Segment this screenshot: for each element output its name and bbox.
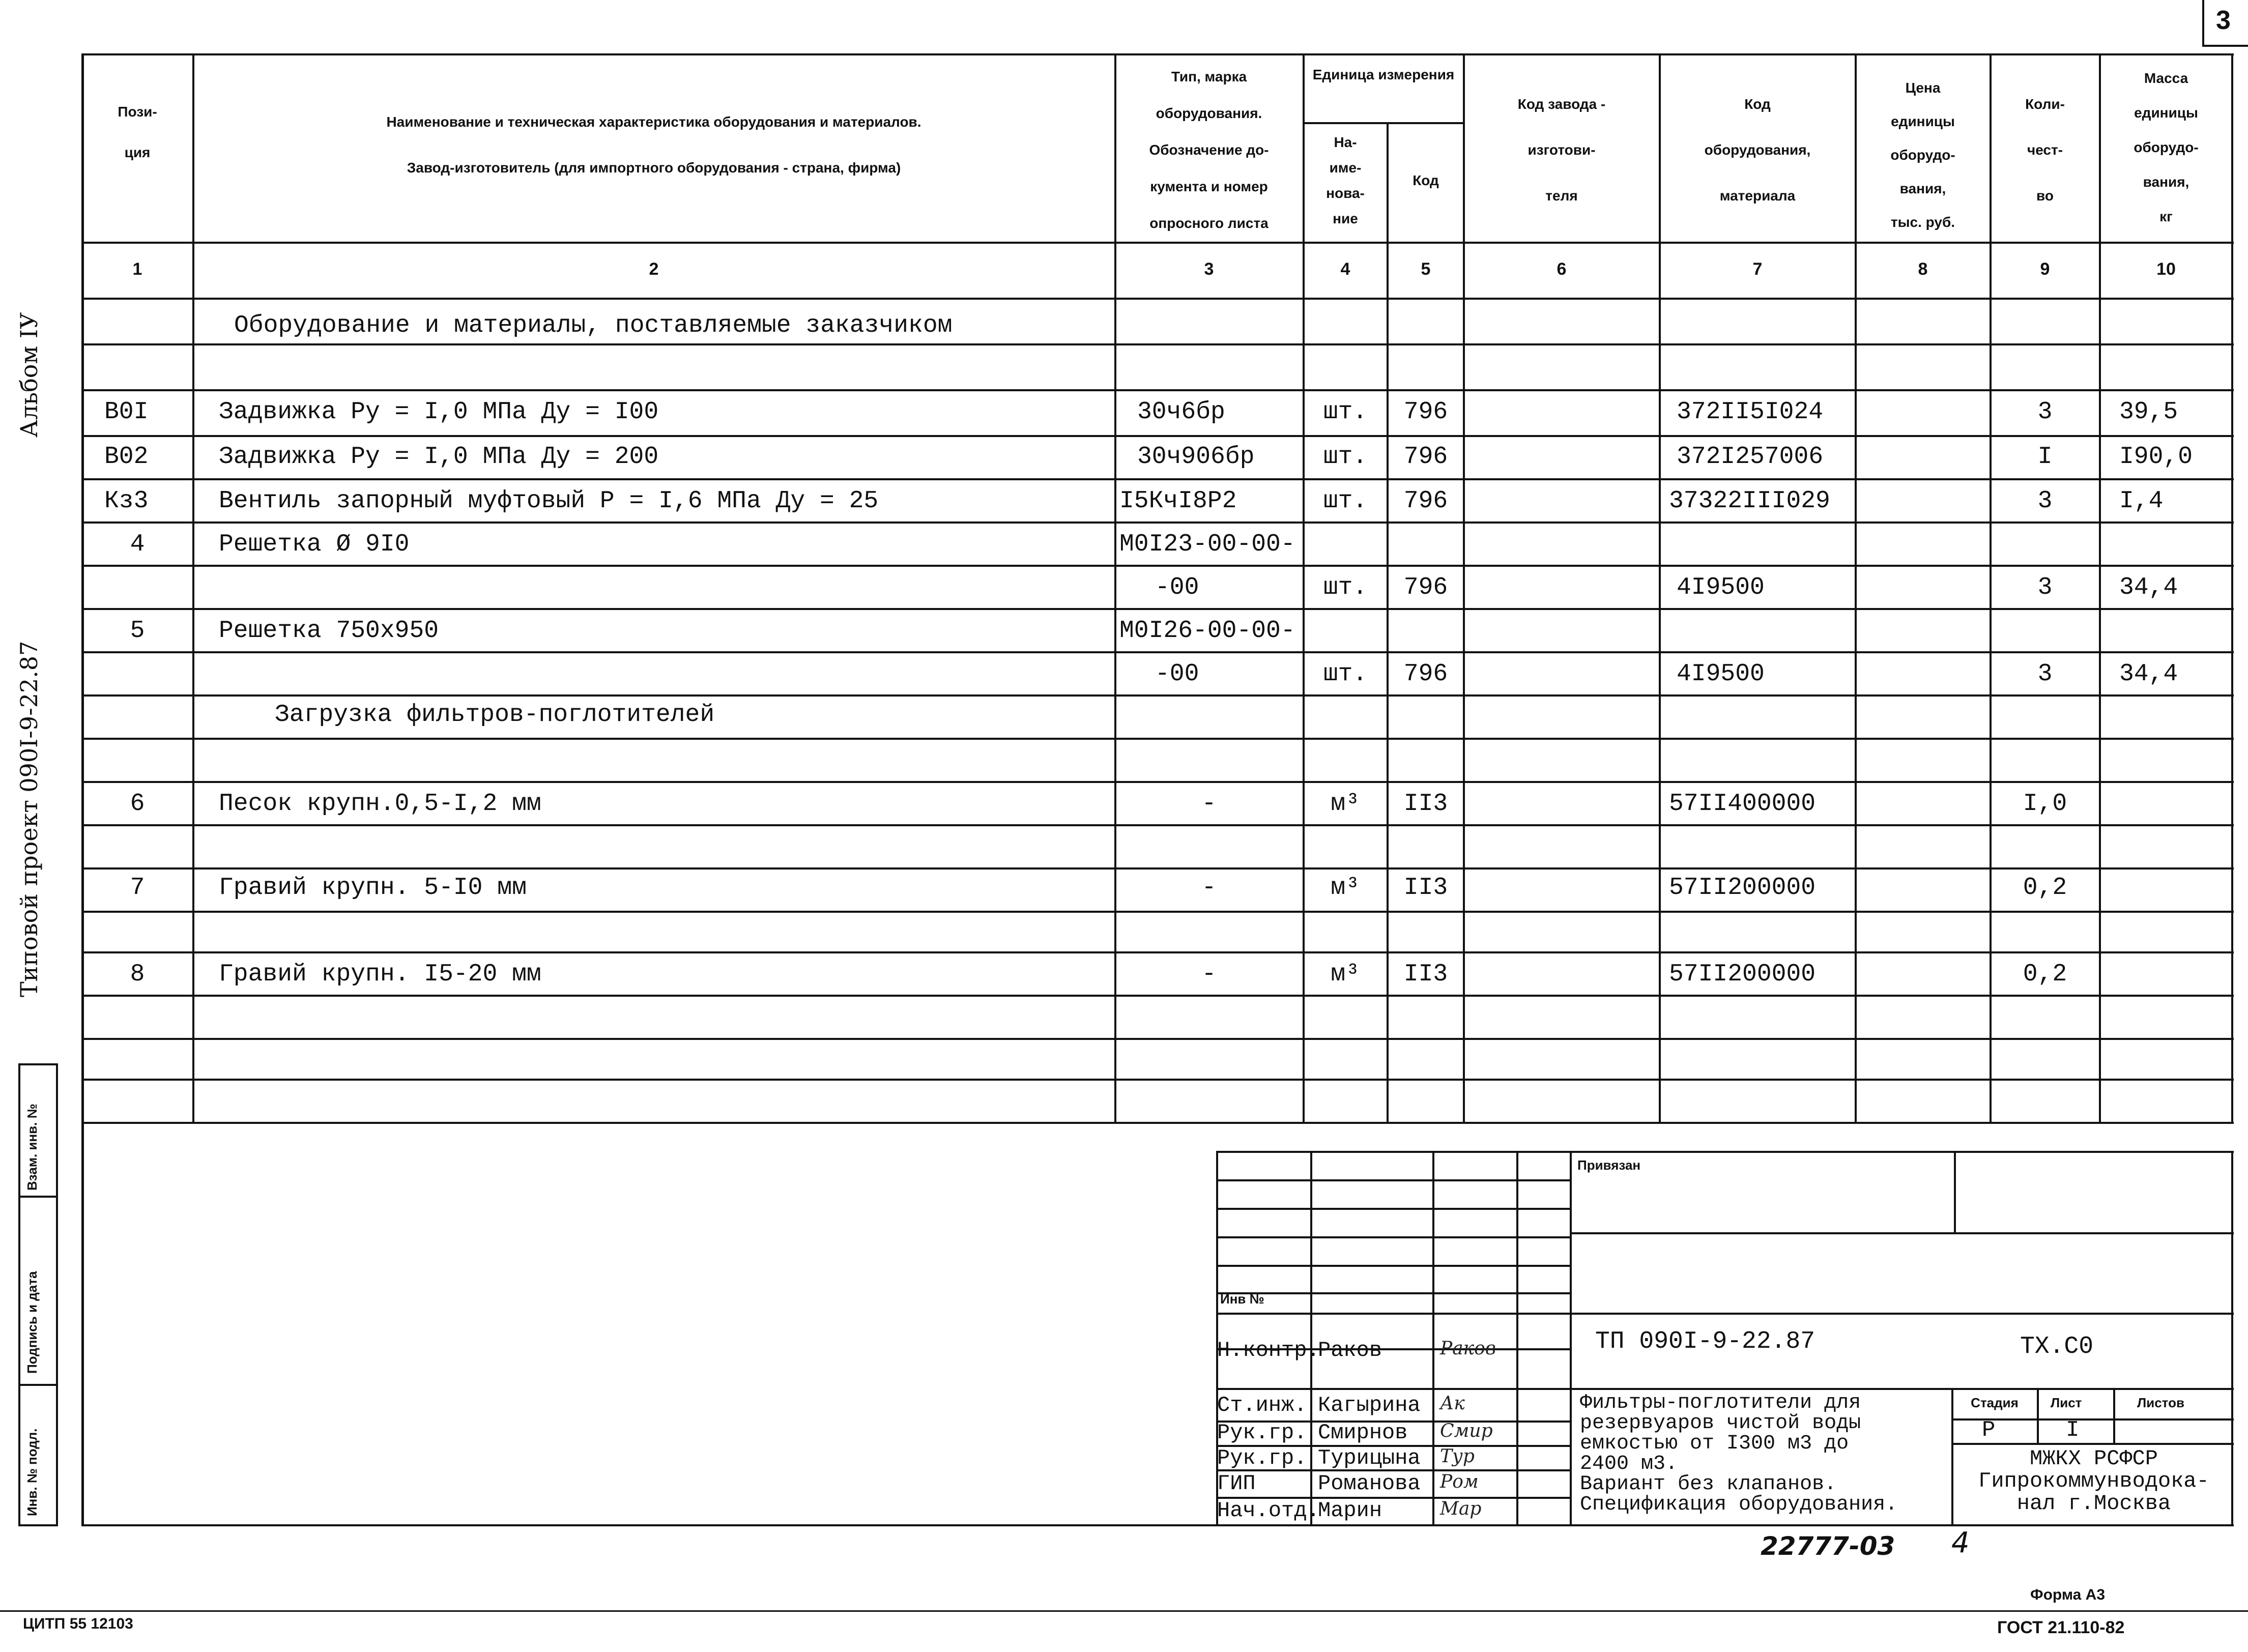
signature: Ром [1440, 1471, 1479, 1492]
cell-unit: м³ [1331, 874, 1360, 902]
cell-name: Решетка 750x950 [219, 617, 439, 645]
header-unit: Единица измерения [1312, 67, 1455, 82]
role-label: Рук.гр. [1217, 1446, 1307, 1470]
role-label: ГИП [1217, 1471, 1256, 1496]
cell-position: B02 [104, 443, 149, 471]
cell-material-code: 37322III029 [1669, 487, 1830, 515]
cell-unit-code: II3 [1403, 874, 1448, 902]
cell-unit: м³ [1331, 961, 1360, 988]
col-number: 6 [1557, 259, 1567, 279]
col-number: 2 [649, 259, 659, 279]
cell-unit: шт. [1323, 487, 1368, 515]
cell-type: - [1201, 874, 1217, 902]
privyazan-label: Привязан [1577, 1157, 1641, 1173]
cell-name: Задвижка Ру = I,0 МПа Ду = 200 [219, 443, 659, 471]
cell-type: - [1201, 790, 1217, 818]
section-title-loading: Загрузка фильтров-поглотителей [275, 701, 715, 729]
doc-mark: ТХ.С0 [2020, 1333, 2094, 1360]
cell-name: Вентиль запорный муфтовый Р = I,6 МПа Ду = 25 [219, 487, 879, 515]
cell-quantity: 0,2 [2023, 961, 2067, 988]
cell-name: Задвижка Ру = I,0 МПа Ду = I00 [219, 398, 659, 426]
header-mass: Масса единицы оборудо- вания, кг [2134, 70, 2199, 224]
cell-quantity: 3 [2037, 574, 2053, 601]
col-number: 7 [1752, 259, 1763, 279]
cell-quantity: 0,2 [2023, 874, 2067, 902]
cell-material-code: 372II5I024 [1677, 398, 1824, 426]
col-number: 5 [1421, 259, 1431, 279]
header-type: Тип, марка оборудования. Обозначение до- кумента и номер опросного листа [1149, 69, 1269, 231]
role-label: Рук.гр. [1217, 1421, 1307, 1445]
header-price: Цена единицы оборудо- вания, тыс. руб. [1890, 80, 1955, 230]
role-label: Ст.инж. [1217, 1393, 1307, 1417]
doc-description: Фильтры-поглотители для резервуаров чистой воды емкостью от I300 м3 до 2400 м3. Вариант без клапанов. Спецификация оборудования. [1580, 1392, 1898, 1516]
cell-unit-code: II3 [1403, 961, 1448, 988]
sheets-label: Листов [2137, 1395, 2184, 1410]
cell-material-code: 57II200000 [1669, 961, 1816, 988]
cell-quantity: 3 [2037, 660, 2053, 688]
signature: Смир [1440, 1421, 1493, 1441]
cell-unit-code: 796 [1403, 398, 1448, 426]
col-number: 4 [1340, 259, 1350, 279]
inv-no-label: Инв № [1220, 1291, 1264, 1307]
header-name: Наименование и техническая характеристика оборудования и материалов. Завод-изготовитель (для импортного оборудования - страна, фирма) [386, 114, 921, 176]
cell-material-code: 57II400000 [1669, 790, 1816, 818]
cell-type: I5КчI8Р2 [1119, 487, 1237, 515]
header-unit-code: Код [1413, 172, 1439, 188]
col-number: 1 [132, 259, 142, 279]
role-name: Кагырина [1318, 1393, 1421, 1417]
handwritten-sheet: 4 [1951, 1526, 1970, 1559]
cell-material-code: 4I9500 [1677, 574, 1765, 601]
role-name: Марин [1318, 1498, 1382, 1523]
header-unit-name: На- име- нова- ние [1326, 134, 1365, 226]
cell-type: -00 [1155, 660, 1199, 688]
stamp-vzam: Взам. инв. № [24, 1104, 40, 1191]
cell-unit: шт. [1323, 574, 1368, 601]
archive-number: 22777-03 [1761, 1531, 1895, 1561]
cell-unit-code: 796 [1403, 443, 1448, 471]
cell-name: Песок крупн.0,5-I,2 мм [219, 790, 541, 818]
cell-unit-code: 796 [1403, 660, 1448, 688]
stamp-inv-podl: Инв. № подл. [24, 1428, 40, 1516]
cell-mass: 39,5 [2119, 398, 2178, 426]
sheet-label: Лист [2051, 1395, 2082, 1410]
cell-material-code: 372I257006 [1677, 443, 1824, 471]
role-label: Н.контр. [1217, 1338, 1320, 1363]
cell-type: - [1201, 961, 1217, 988]
cell-quantity: I [2037, 443, 2053, 471]
cell-position: 8 [130, 961, 145, 988]
cell-quantity: 3 [2037, 487, 2053, 515]
doc-code: ТП 090I-9-22.87 [1595, 1328, 1815, 1355]
col-number: 8 [1918, 259, 1928, 279]
role-name: Турицына [1318, 1446, 1421, 1470]
signature: Мар [1440, 1498, 1482, 1519]
cell-name: Решетка Ø 9I0 [219, 531, 410, 558]
cell-type: -00 [1155, 574, 1199, 601]
role-name: Раков [1318, 1338, 1382, 1363]
cell-position: 7 [130, 874, 145, 902]
project-label: Типовой проект 090I-9-22.87 [15, 641, 43, 997]
header-position: Пози- ция [118, 104, 157, 160]
cell-mass: I90,0 [2119, 443, 2193, 471]
cell-position: Кз3 [104, 487, 149, 515]
stamp-podpis: Подпись и дата [24, 1271, 40, 1374]
page-number: 3 [2216, 6, 2231, 35]
cell-material-code: 4I9500 [1677, 660, 1765, 688]
cell-position: 5 [130, 617, 145, 645]
role-label: Нач.отд. [1217, 1498, 1320, 1523]
cell-unit: шт. [1323, 660, 1368, 688]
cell-mass: I,4 [2119, 487, 2164, 515]
signature: Тур [1440, 1446, 1475, 1467]
cell-unit: м³ [1331, 790, 1360, 818]
cell-name: Гравий крупн. 5-I0 мм [219, 874, 527, 902]
cell-name: Гравий крупн. I5-20 мм [219, 961, 541, 988]
cell-position: 4 [130, 531, 145, 558]
header-equipment-code: Код оборудования, материала [1704, 96, 1811, 204]
signature: Ак [1440, 1393, 1465, 1414]
col-number: 9 [2040, 259, 2050, 279]
role-name: Романова [1318, 1471, 1421, 1496]
cell-unit-code: II3 [1403, 790, 1448, 818]
cell-type: 30ч6бр [1137, 398, 1225, 426]
cell-material-code: 57II200000 [1669, 874, 1816, 902]
role-name: Смирнов [1318, 1421, 1408, 1445]
cell-position: 6 [130, 790, 145, 818]
cell-quantity: I,0 [2023, 790, 2067, 818]
cell-unit: шт. [1323, 398, 1368, 426]
cell-unit: шт. [1323, 443, 1368, 471]
album-label: Альбом IУ [15, 312, 43, 438]
cipher: ЦИТП 55 12103 [23, 1615, 133, 1632]
cell-mass: 34,4 [2119, 574, 2178, 601]
stage-value: Р [1982, 1417, 1996, 1443]
cell-quantity: 3 [2037, 398, 2053, 426]
stage-label: Стадия [1971, 1395, 2019, 1410]
section-title-supplied: Оборудование и материалы, поставляемые заказчиком [234, 312, 953, 339]
header-plant-code: Код завода - изготови- теля [1517, 96, 1606, 204]
cell-unit-code: 796 [1403, 487, 1448, 515]
cell-type: М0I26-00-00- [1119, 617, 1295, 645]
header-quantity: Коли- чест- во [2025, 96, 2065, 204]
sheet-value: I [2066, 1417, 2080, 1443]
cell-position: B0I [104, 398, 149, 426]
cell-type: М0I23-00-00- [1119, 531, 1295, 558]
col-number: 10 [2156, 259, 2176, 279]
form-label: Форма А3 [2030, 1586, 2106, 1603]
col-number: 3 [1204, 259, 1214, 279]
organization: МЖКХ РСФСР Гипрокоммунводока- нал г.Москва [1978, 1446, 2209, 1516]
cell-type: 30ч906бр [1137, 443, 1255, 471]
cell-mass: 34,4 [2119, 660, 2178, 688]
cell-unit-code: 796 [1403, 574, 1448, 601]
signature: Раков [1440, 1338, 1496, 1359]
gost-label: ГОСТ 21.110-82 [1997, 1618, 2125, 1637]
